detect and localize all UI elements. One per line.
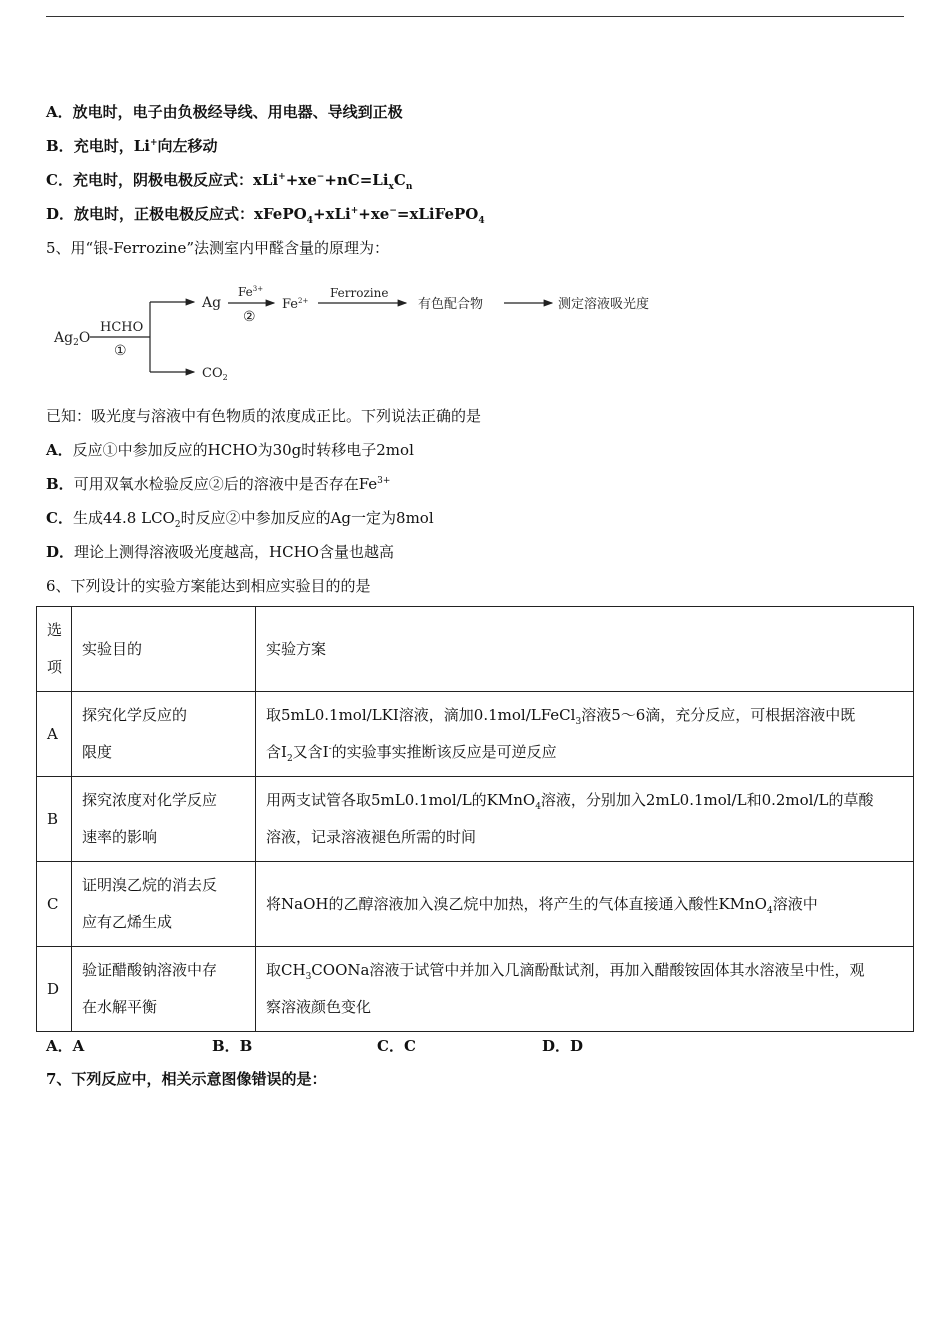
row-plan: 取5mL0.1mol/LKI溶液，滴加0.1mol/LFeCl$_3$溶液5～6滴，充分反应，可根据溶液中既 含$I_2$又含I-的实验事实推断该反应是可逆反应: [256, 692, 914, 777]
q7-stem: 7、下列反应中，相关示意图像错误的是：: [46, 1070, 327, 1088]
answer-choice-a: A．A: [46, 1037, 85, 1055]
measure-label: 测定溶液吸光度: [558, 297, 650, 312]
answer-choice-c: C．C: [377, 1037, 416, 1055]
header-plan: 实验方案: [256, 607, 914, 692]
row-purpose: 探究浓度对化学反应 速率的影响: [72, 777, 256, 862]
q4-option-c: C．充电时，阴极电极反应式：$xLi^++xe^-+nC=Li_xC_n$: [46, 171, 413, 192]
q5-stem: 5、用“银-Ferrozine”法测室内甲醛含量的原理为：: [46, 239, 390, 257]
experiment-table: [36, 606, 914, 1032]
q5-option-a: A．反应①中参加反应的HCHO为30g时转移电子2mol: [46, 441, 414, 459]
q5-option-c: C．生成44.8 $LCO_2$时反应②中参加反应的Ag一定为8mol: [46, 509, 434, 530]
reaction-scheme-diagram: [52, 282, 692, 388]
row-purpose: 证明溴乙烷的消去反 应有乙烯生成: [72, 862, 256, 947]
row-plan: 将NaOH的乙醇溶液加入溴乙烷中加热，将产生的气体直接通入酸性KMnO$_4$溶液中: [256, 862, 914, 947]
step-1-label: ①: [114, 343, 127, 359]
table-row: [37, 862, 914, 947]
ferrozine-label: Ferrozine: [330, 286, 389, 300]
row-option: A: [37, 692, 72, 777]
row-option: D: [37, 947, 72, 1032]
row-option: C: [37, 862, 72, 947]
q6-stem: 6、下列设计的实验方案能达到相应实验目的的是: [46, 577, 371, 595]
answer-choice-d: D．D: [542, 1037, 584, 1055]
q4-option-a: A．放电时，电子由负极经导线、用电器、导线到正极: [46, 103, 403, 121]
table-row: [37, 777, 914, 862]
answer-choice-b: B．B: [212, 1037, 253, 1055]
hcho-label: HCHO: [100, 320, 144, 335]
fe3-label: $Fe^{3+}$: [238, 285, 264, 299]
table-row: [37, 947, 914, 1032]
co2-label: $CO_2$: [202, 366, 228, 382]
row-plan: 取$CH_3COONa$溶液于试管中并加入几滴酚酞试剂，再加入醋酸铵固体其水溶液呈中性，观 察溶液颜色变化: [256, 947, 914, 1032]
q6-answer-choices: [46, 1035, 746, 1055]
header-option: 选 项: [37, 607, 72, 692]
q4-option-d: D．放电时，正极电极反应式：xFePO$_4$+xLi++xe−=xLiFePO$_4$: [46, 205, 485, 226]
table-header-row: [37, 607, 914, 692]
header-purpose: 实验目的: [72, 607, 256, 692]
q4-option-b: B．充电时，Li+向左移动: [46, 137, 218, 155]
row-purpose: 验证醋酸钠溶液中存 在水解平衡: [72, 947, 256, 1032]
row-purpose: 探究化学反应的 限度: [72, 692, 256, 777]
ag2o-label: $Ag_2O$: [54, 330, 91, 348]
complex-label: 有色配合物: [418, 297, 484, 312]
q5-known-condition: 已知：吸光度与溶液中有色物质的浓度成正比。下列说法正确的是: [46, 407, 482, 425]
table-row: [37, 692, 914, 777]
step-2-label: ②: [243, 309, 256, 325]
q5-option-b: B．可用双氧水检验反应②后的溶液中是否存在$Fe^{3+}$: [46, 475, 391, 493]
fe2-label: $Fe^{2+}$: [282, 297, 309, 312]
row-option: B: [37, 777, 72, 862]
header-rule: [46, 16, 904, 17]
q5-option-d: D．理论上测得溶液吸光度越高，HCHO含量也越高: [46, 543, 394, 561]
ag-label: Ag: [202, 295, 222, 311]
row-plan: 用两支试管各取5mL0.1mol/L的KMnO$_4$溶液，分别加入2mL0.1mol/L和0.2mol/L的草酸 溶液，记录溶液褪色所需的时间: [256, 777, 914, 862]
